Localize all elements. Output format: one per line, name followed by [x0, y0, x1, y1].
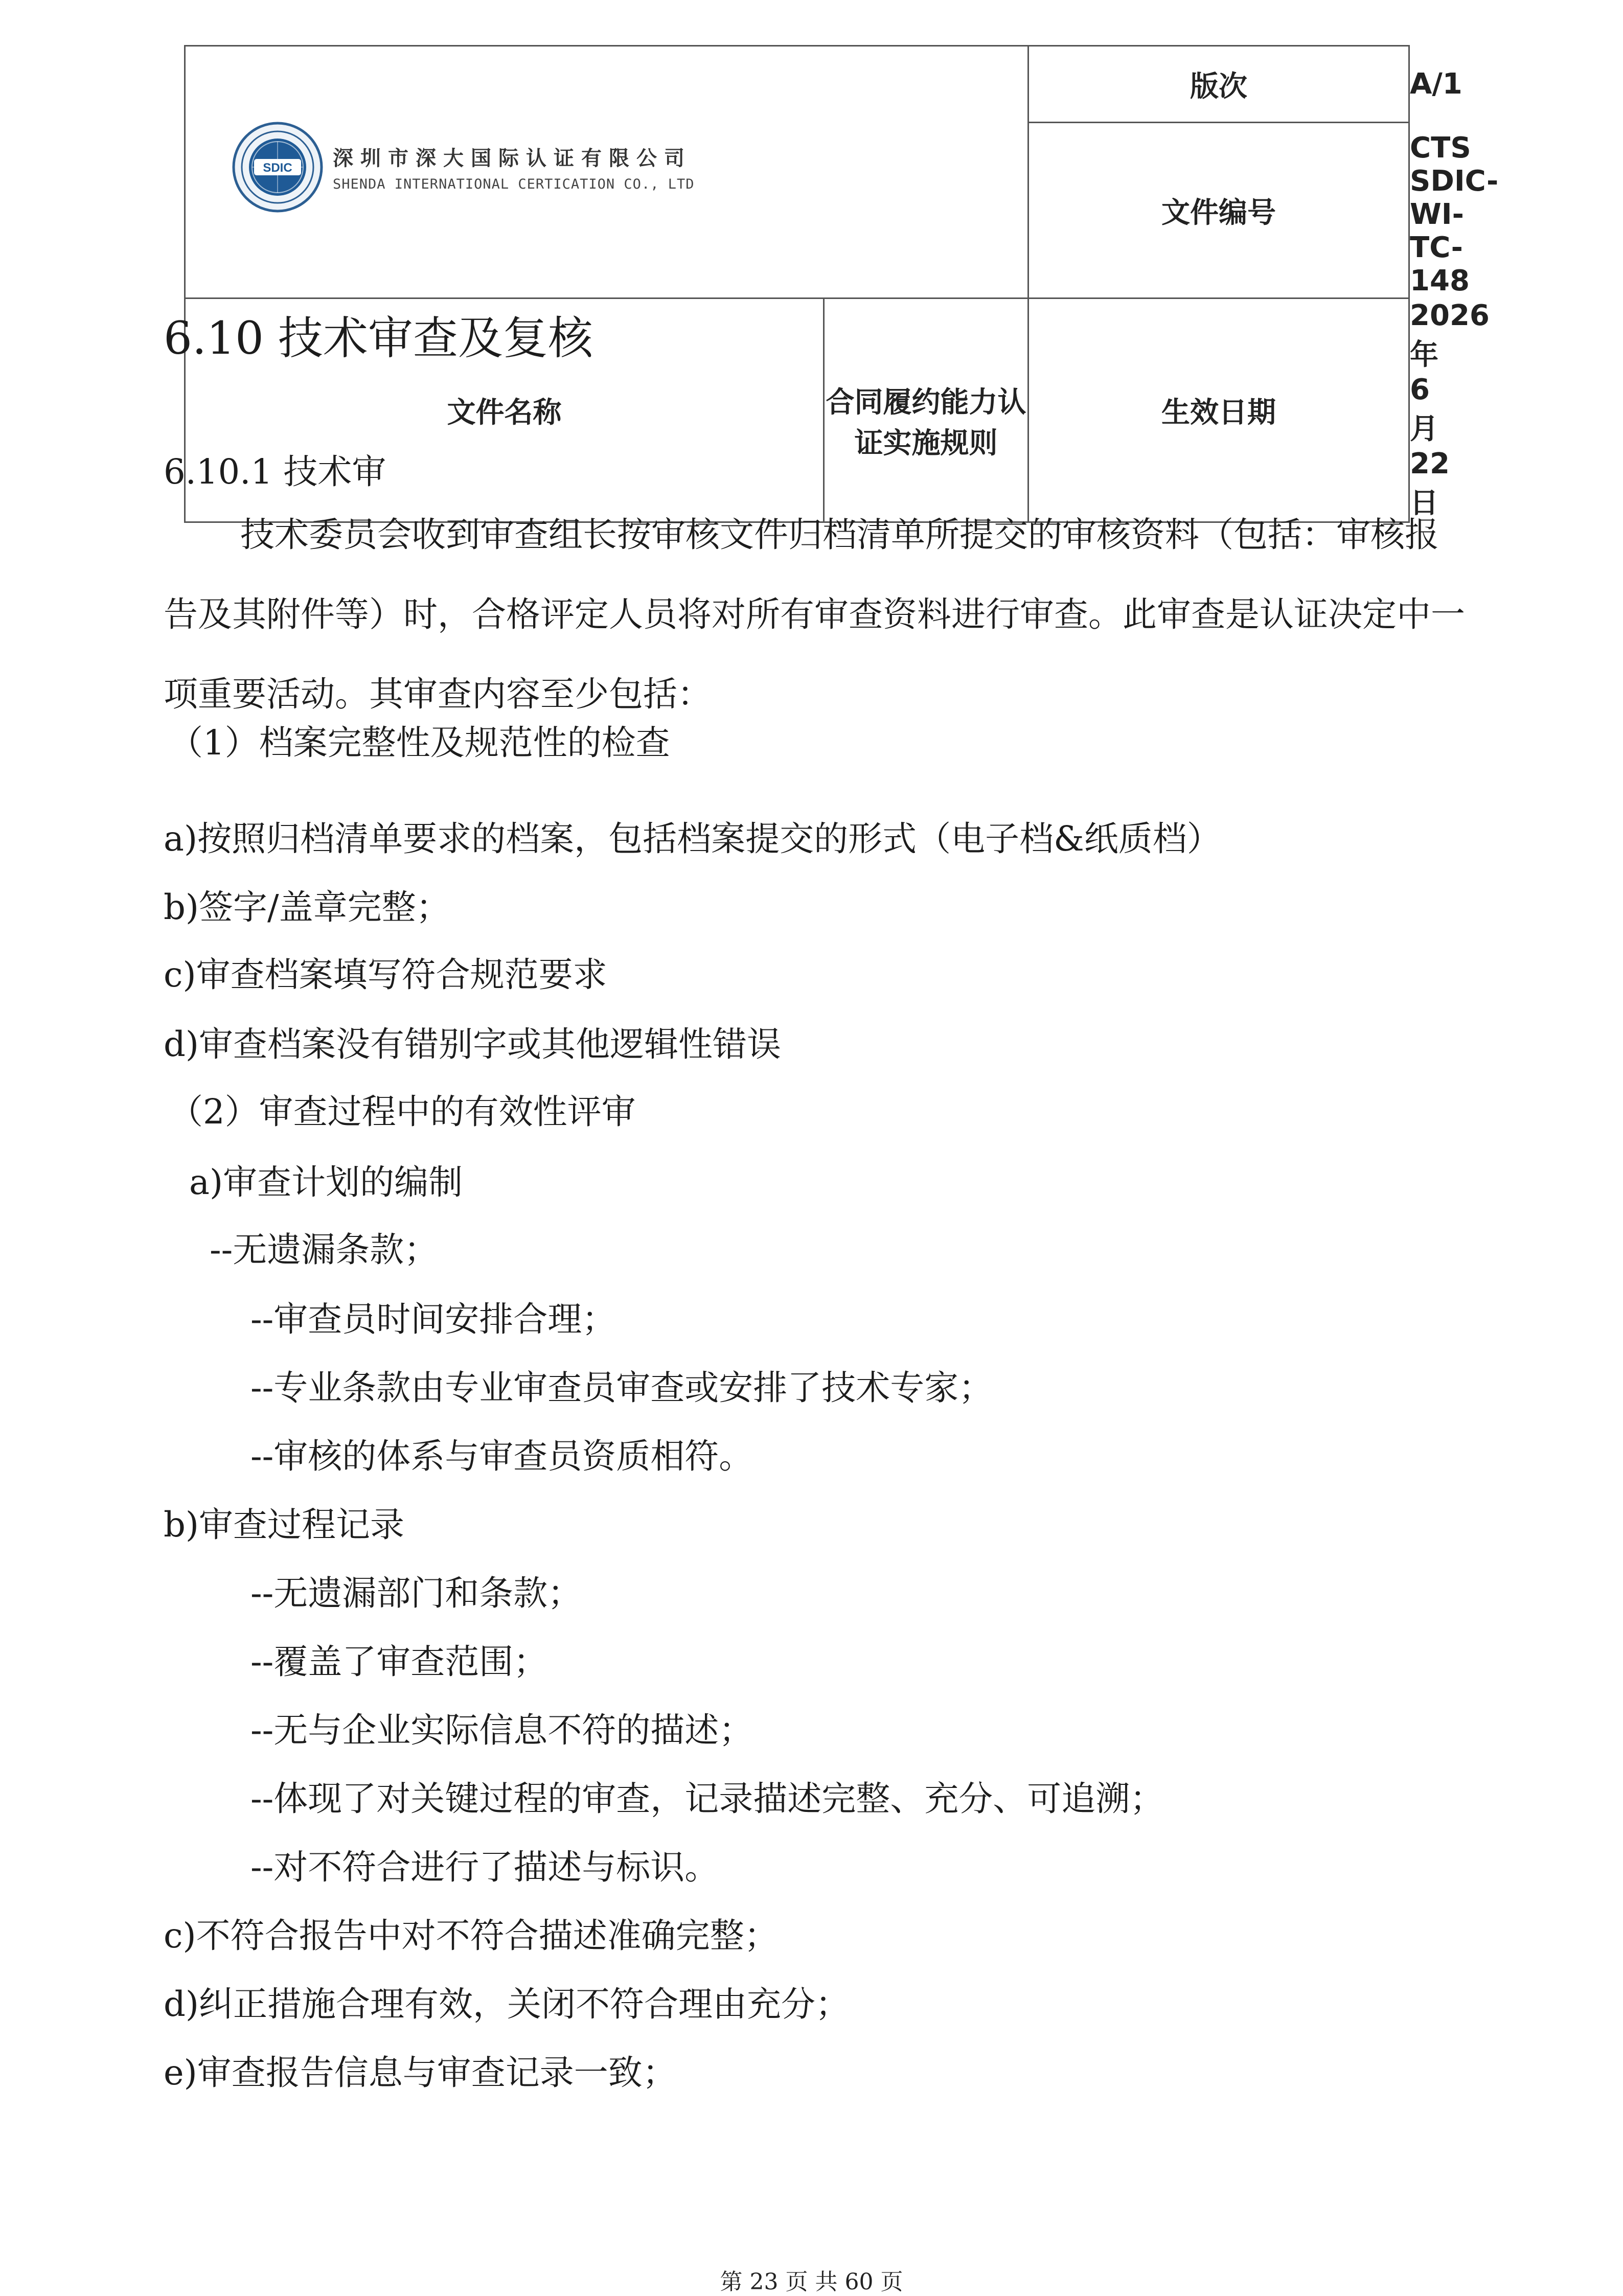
version-label: 版次: [1028, 46, 1409, 123]
doc-no-label: 文件编号: [1028, 123, 1409, 299]
section-title: 6.10 技术审查及复核: [164, 312, 593, 364]
list-subitem: --对不符合进行了描述与标识。: [250, 1847, 719, 1887]
list-heading-2: （2）审查过程中的有效性评审: [169, 1092, 636, 1132]
list-item: a)审查计划的编制: [189, 1162, 463, 1202]
list-item: d)审查档案没有错别字或其他逻辑性错误: [164, 1024, 782, 1064]
company-logo-cell: [185, 46, 1028, 299]
list-item: d)纠正措施合理有效，关闭不符合理由充分；: [164, 1984, 850, 2024]
list-item: b)签字/盖章完整；: [164, 887, 450, 927]
list-subitem: --无与企业实际信息不符的描述；: [250, 1710, 753, 1750]
list-subitem: --审查员时间安排合理；: [250, 1299, 616, 1339]
company-logo: [186, 121, 1027, 223]
doc-name-label: 文件名称: [185, 299, 824, 522]
page-number-footer: 第 23 页 共 60 页: [720, 2269, 903, 2295]
document-header-table: SDIC 深圳市深大国际认证有限公司 SHENDA INTERNATIONAL CERTICATION CO., LTD 版次 A/1 文件编号 CTS SDIC-WI-TC-148 文件名称 合同履约能力认证实施规则 生效日期 2026年 6 月 22 日: [184, 45, 1410, 523]
doc-name-value: 合同履约能力认证实施规则: [824, 299, 1028, 522]
list-subitem: --专业条款由专业审查员审查或安排了技术专家；: [250, 1368, 993, 1408]
list-subitem: --审核的体系与审查员资质相符。: [250, 1436, 753, 1476]
list-item: b)审查过程记录: [164, 1505, 405, 1545]
list-item: c)不符合报告中对不符合描述准确完整；: [164, 1916, 779, 1956]
company-name-en: SHENDA INTERNATIONAL CERTICATION CO., LTD: [333, 176, 695, 192]
list-subitem: --覆盖了审查范围；: [250, 1642, 548, 1682]
list-item: a)按照归档清单要求的档案，包括档案提交的形式（电子档&纸质档）: [164, 819, 1221, 859]
sdic-seal-icon: [232, 121, 324, 213]
subsection-title: 6.10.1 技术审: [164, 452, 386, 492]
list-item: e)审查报告信息与审查记录一致；: [164, 2053, 677, 2093]
seal-badge-text: SDIC: [263, 160, 292, 175]
company-name-cn: 深圳市深大国际认证有限公司: [333, 146, 692, 170]
list-subitem: --体现了对关键过程的审查，记录描述完整、充分、可追溯；: [250, 1779, 1164, 1819]
list-heading-1: （1）档案完整性及规范性的检查: [169, 723, 670, 763]
effective-date-label: 生效日期: [1028, 299, 1409, 522]
intro-paragraph: 技术委员会收到审查组长按审核文件归档清单所提交的审核资料（包括：审核报告及其附件等）时，合格评定人员将对所有审查资料进行审查。此审查是认证决定中一项重要活动。其审查内容至少包括：: [164, 515, 1465, 714]
list-subitem: --无遗漏部门和条款；: [250, 1573, 582, 1613]
list-subitem: --无遗漏条款；: [210, 1230, 439, 1270]
list-item: c)审查档案填写符合规范要求: [164, 955, 607, 995]
